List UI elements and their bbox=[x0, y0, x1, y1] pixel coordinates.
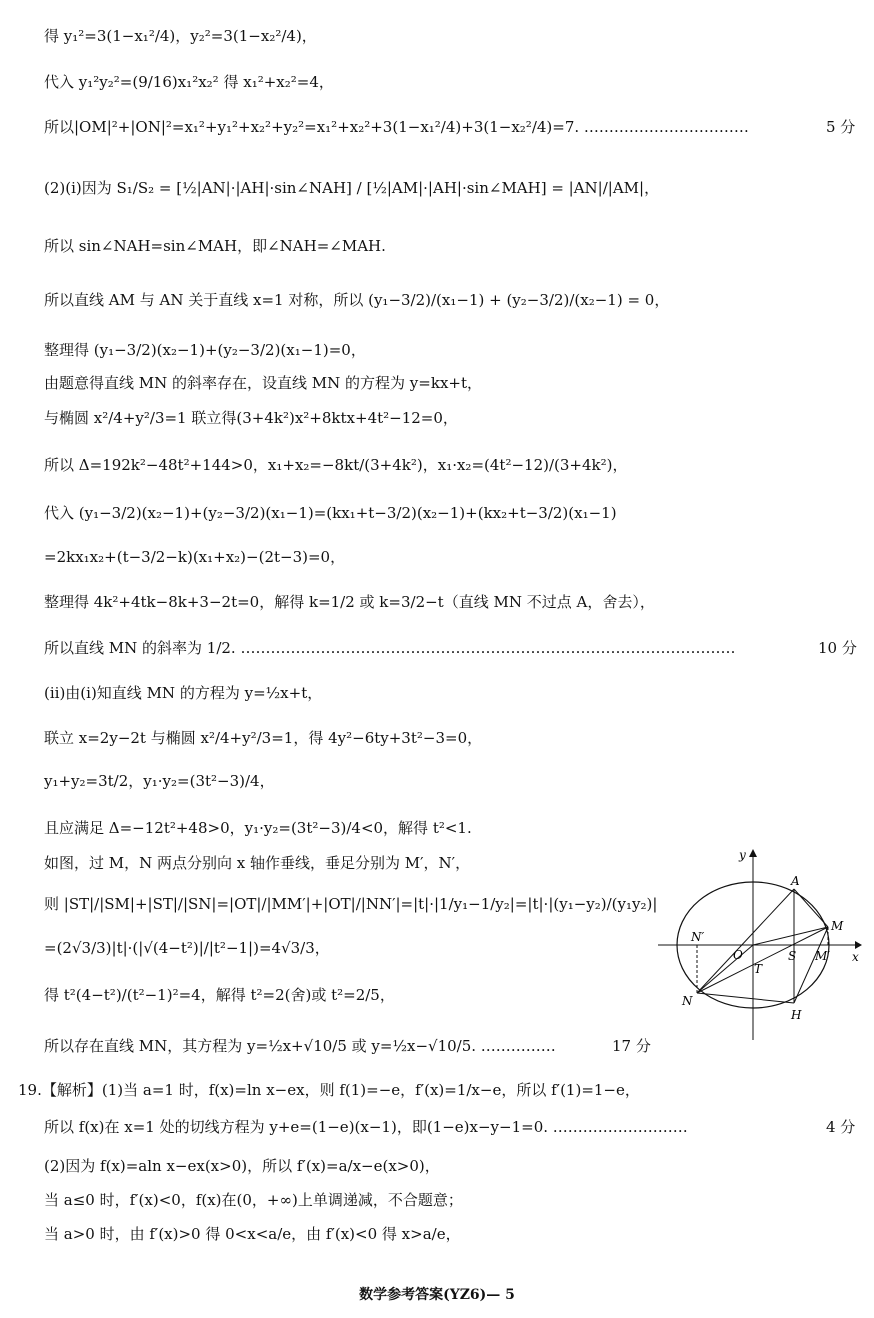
label-t: T bbox=[754, 962, 763, 976]
ellipse-figure bbox=[650, 845, 864, 1045]
text-line: 则 |ST|/|SM|+|ST|/|SN|=|OT|/|MM′|+|OT|/|NN′|=|t|·|1/y₁−1/y₂|=|t|·|(y₁−y₂)/(y₁y₂)| bbox=[44, 895, 658, 913]
y-axis-arrow bbox=[749, 849, 757, 857]
label-m: M bbox=[831, 919, 844, 933]
label-m-prime: M′ bbox=[815, 949, 831, 963]
text-line: 当 a>0 时，由 f′(x)>0 得 0<x<a/e，由 f′(x)<0 得 x>a/e， bbox=[44, 1225, 461, 1243]
text-line: 整理得 (y₁−3/2)(x₂−1)+(y₂−3/2)(x₁−1)=0， bbox=[44, 341, 366, 359]
text-line: (ⅱ)由(ⅰ)知直线 MN 的方程为 y=½x+t， bbox=[44, 684, 323, 702]
text-line: 所以存在直线 MN，其方程为 y=½x+√10/5 或 y=½x−√10/5. …………… bbox=[44, 1037, 556, 1055]
score-label: 10 分 bbox=[818, 639, 857, 657]
text-line: 联立 x=2y−2t 与椭圆 x²/4+y²/3=1，得 4y²−6ty+3t²−3=0， bbox=[44, 729, 483, 747]
text-line: 代入 y₁²y₂²=(9/16)x₁²x₂² 得 x₁²+x₂²=4， bbox=[44, 73, 334, 91]
text-line: 且应满足 Δ=−12t²+48>0，y₁·y₂=(3t²−3)/4<0，解得 t²<1. bbox=[44, 819, 472, 837]
label-o: O bbox=[733, 948, 743, 962]
text-line: 所以|OM|²+|ON|²=x₁²+y₁²+x₂²+y₂²=x₁²+x₂²+3(1−x₁²/4)+3(1−x₂²/4)=7. …………………………… bbox=[44, 118, 749, 136]
text-line: 所以直线 MN 的斜率为 1/2. ……………………………………………………………………………………… bbox=[44, 639, 736, 657]
line-am bbox=[794, 889, 828, 927]
score-label: 4 分 bbox=[826, 1118, 856, 1136]
label-n-prime: N′ bbox=[691, 930, 705, 944]
text-line: 所以直线 AM 与 AN 关于直线 x=1 对称，所以 (y₁−3/2)/(x₁−1) + (y₂−3/2)/(x₂−1) = 0， bbox=[44, 291, 670, 309]
label-a: A bbox=[791, 874, 800, 888]
line-hm bbox=[794, 927, 831, 1003]
text-line: 由题意得直线 MN 的斜率存在，设直线 MN 的方程为 y=kx+t， bbox=[44, 374, 482, 392]
x-axis-arrow bbox=[855, 941, 862, 949]
label-h: H bbox=[791, 1008, 802, 1022]
text-line: 所以 f(x)在 x=1 处的切线方程为 y+e=(1−e)(x−1)，即(1−e)x−y−1=0. ……………………… bbox=[44, 1118, 688, 1136]
label-n: N bbox=[682, 994, 693, 1008]
score-label: 17 分 bbox=[612, 1037, 651, 1055]
line-om bbox=[753, 927, 828, 945]
line-mn bbox=[697, 927, 831, 993]
text-line: =(2√3/3)|t|·(|√(4−t²)|/|t²−1|)=4√3/3， bbox=[44, 939, 330, 957]
text-line: y₁+y₂=3t/2，y₁·y₂=(3t²−3)/4， bbox=[44, 772, 275, 790]
text-line: 整理得 4k²+4tk−8k+3−2t=0，解得 k=1/2 或 k=3/2−t（直线 MN 不过点 A，舍去）， bbox=[44, 593, 655, 611]
y-axis-label: y bbox=[739, 848, 746, 862]
text-line: 得 t²(4−t²)/(t²−1)²=4，解得 t²=2(舍)或 t²=2/5， bbox=[44, 986, 395, 1004]
text-line: (2)因为 f(x)=aln x−ex(x>0)，所以 f′(x)=a/x−e(x>0)， bbox=[44, 1157, 440, 1175]
line-an bbox=[697, 889, 797, 993]
page-footer: 数学参考答案(YZ6)— 5 bbox=[359, 1287, 515, 1303]
text-line: 得 y₁²=3(1−x₁²/4)，y₂²=3(1−x₂²/4)， bbox=[44, 27, 317, 45]
text-line: 如图，过 M，N 两点分别向 x 轴作垂线，垂足分别为 M′，N′， bbox=[44, 854, 471, 872]
label-s: S bbox=[788, 949, 797, 963]
text-line: 与椭圆 x²/4+y²/3=1 联立得(3+4k²)x²+8ktx+4t²−12=0， bbox=[44, 409, 458, 427]
x-axis-label: x bbox=[852, 950, 859, 964]
text-line: 19.【解析】(1)当 a=1 时，f(x)=ln x−ex，则 f(1)=−e，f′(x)=1/x−e，所以 f′(1)=1−e， bbox=[18, 1081, 640, 1099]
text-line: =2kx₁x₂+(t−3/2−k)(x₁+x₂)−(2t−3)=0， bbox=[44, 548, 346, 566]
text-line: 代入 (y₁−3/2)(x₂−1)+(y₂−3/2)(x₁−1)=(kx₁+t−3/2)(x₂−1)+(kx₂+t−3/2)(x₁−1) bbox=[44, 504, 617, 522]
score-label: 5 分 bbox=[826, 118, 856, 136]
text-line: 所以 Δ=192k²−48t²+144>0，x₁+x₂=−8kt/(3+4k²)，x₁·x₂=(4t²−12)/(3+4k²)， bbox=[44, 456, 628, 474]
text-line: (2)(ⅰ)因为 S₁/S₂ = [½|AN|·|AH|·sin∠NAH] / [½|AM|·|AH|·sin∠MAH] = |AN|/|AM|， bbox=[44, 179, 660, 197]
text-line: 当 a≤0 时，f′(x)<0，f(x)在(0，+∞)上单调递减，不合题意； bbox=[44, 1191, 463, 1209]
text-line: 所以 sin∠NAH=sin∠MAH，即∠NAH=∠MAH. bbox=[44, 237, 386, 255]
